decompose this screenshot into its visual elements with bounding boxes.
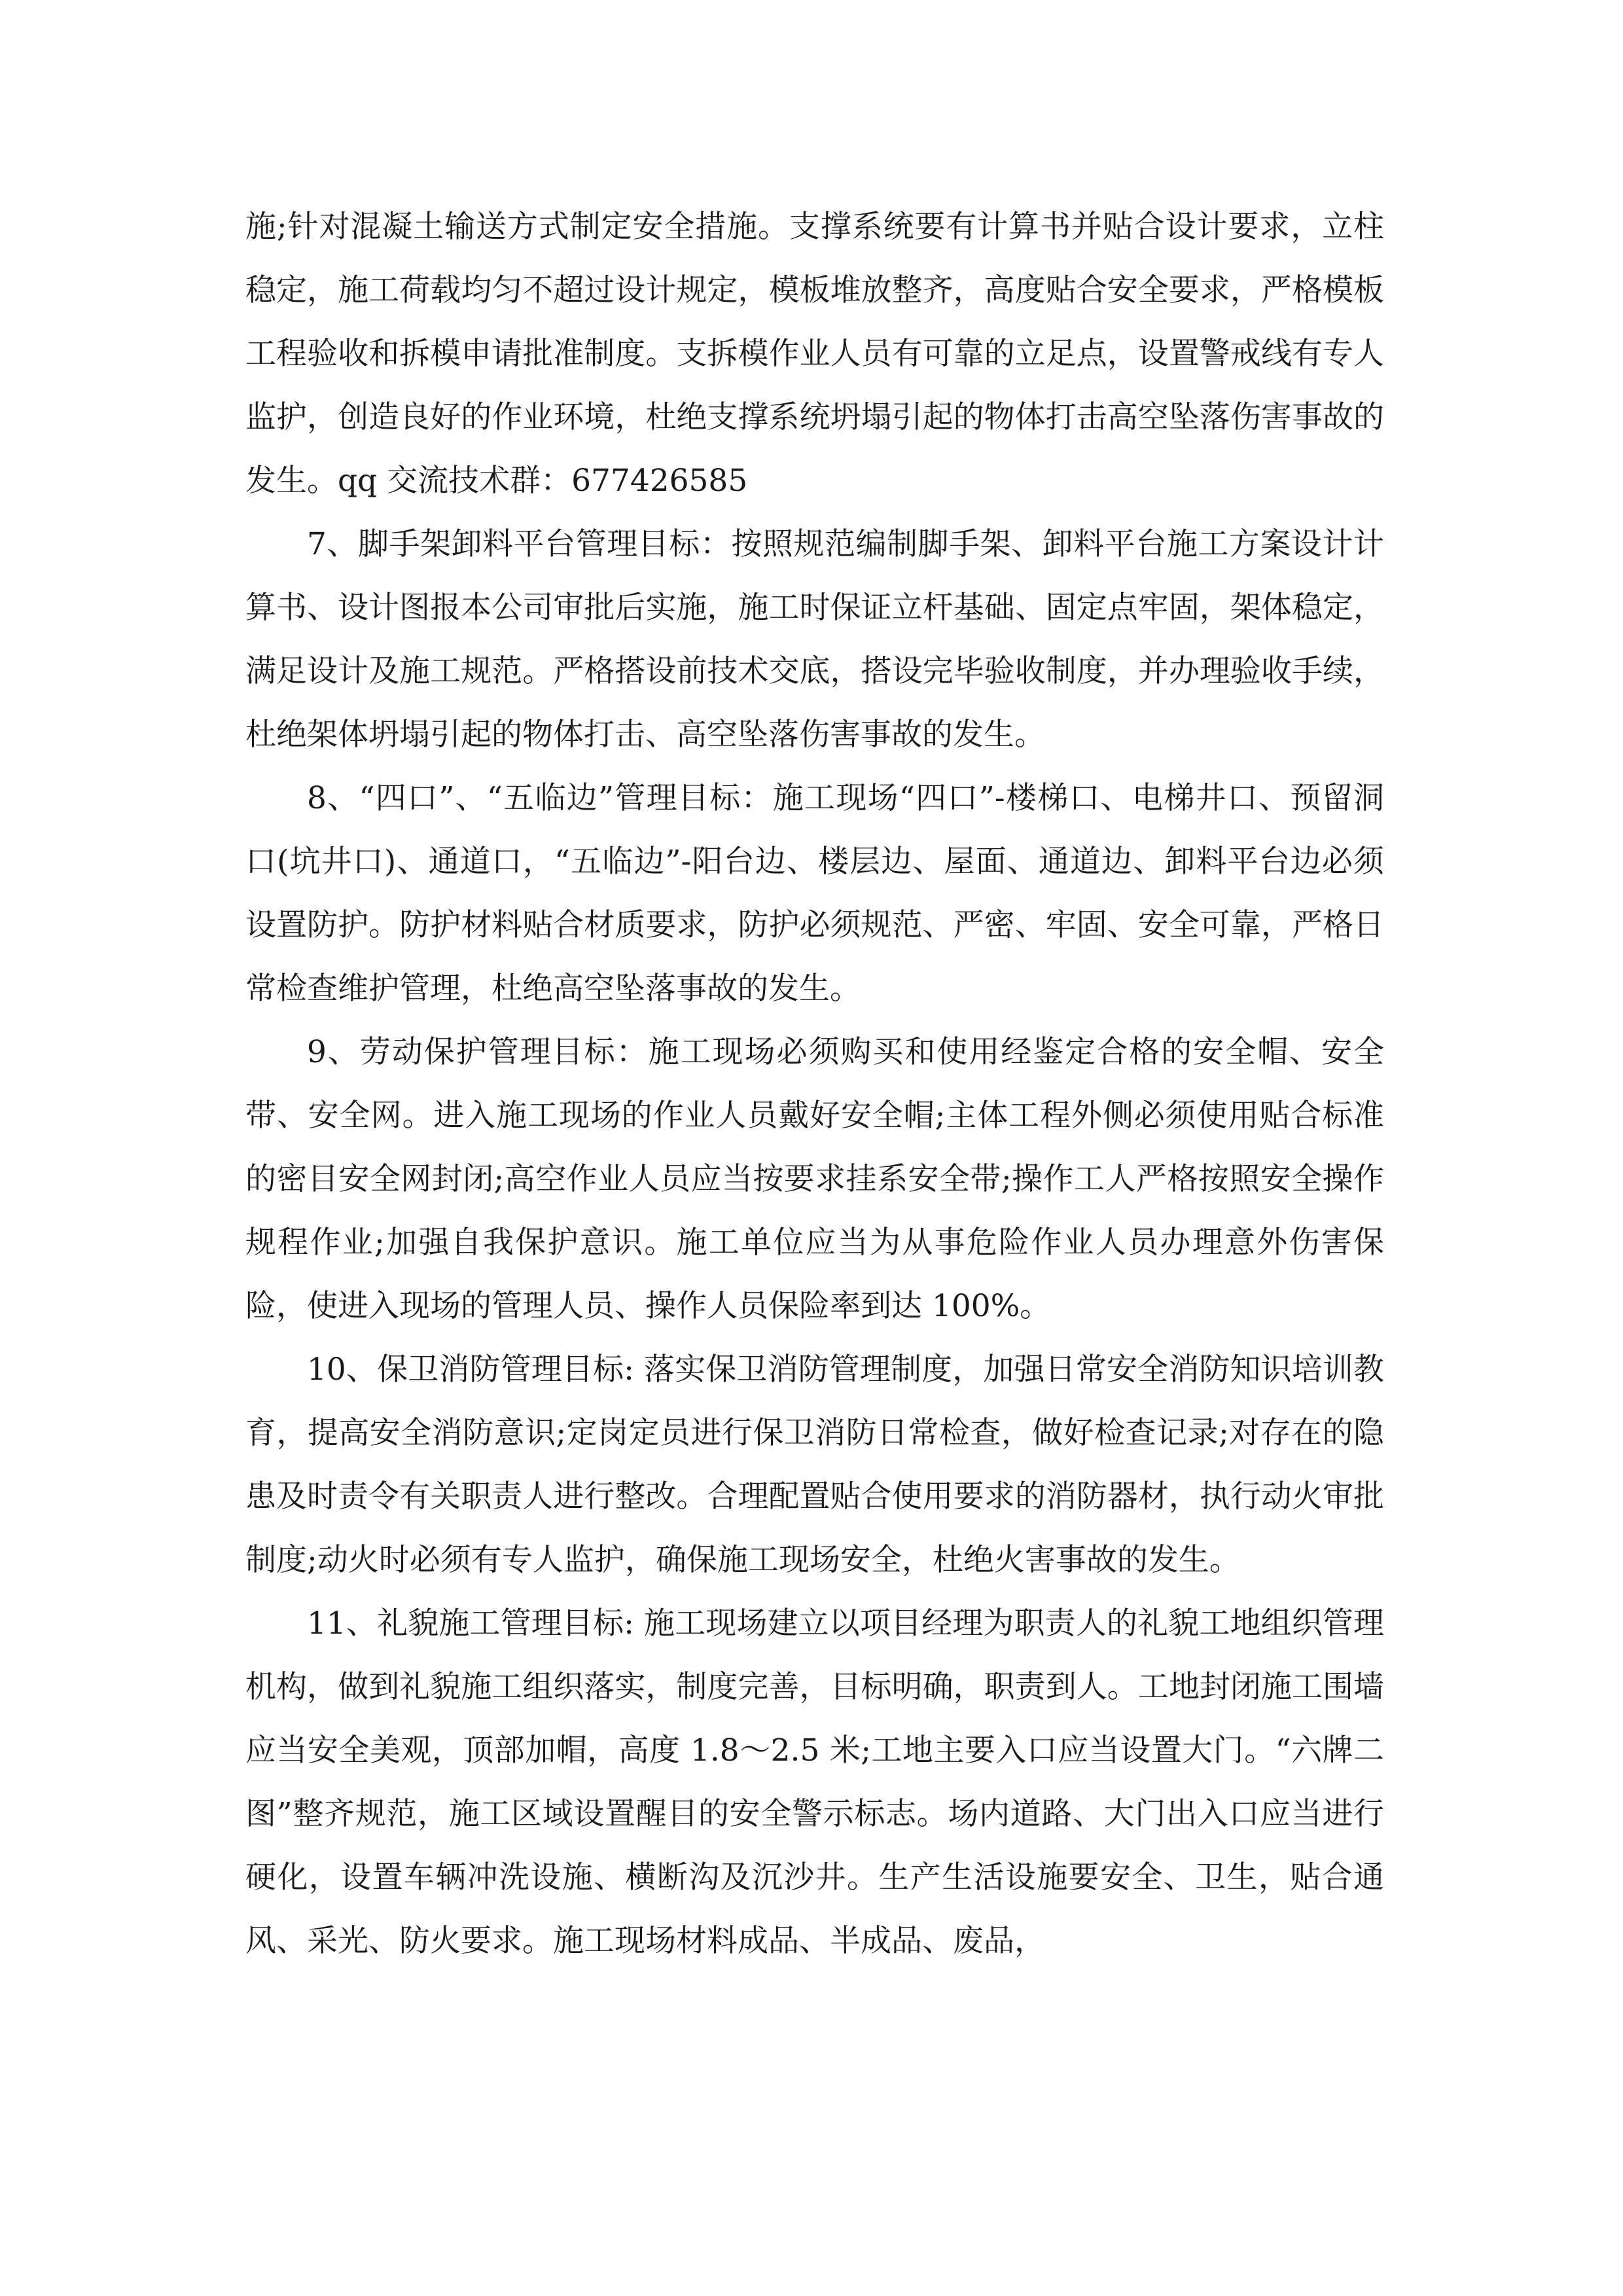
paragraph-labor-protection: 9、劳动保护管理目标：施工现场必须购买和使用经鉴定合格的安全帽、安全带、安全网。进入施工现场的作业人员戴好安全帽;主体工程外侧必须使用贴合标准的密目安全网封闭;高空作业人员应当按要求挂系安全带;操作工人严格按照安全操作规程作业;加强自我保护意识。施工单位应当为从事危险作业人员办理意外伤害保险，使进入现场的管理人员、操作人员保险率到达 100%。 [245, 1034, 1384, 1324]
paragraph-security-fire: 10、保卫消防管理目标: 落实保卫消防管理制度，加强日常安全消防知识培训教育，提高安全消防意识;定岗定员进行保卫消防日常检查，做好检查记录;对存在的隐患及时责令有关职责人进行整改。合理配置贴合使用要求的消防器材，执行动火审批制度;动火时必须有专人监护，确保施工现场安全，杜绝火害事故的发生。 [245, 1352, 1384, 1578]
paragraph-formwork-continued: 施;针对混凝土输送方式制定安全措施。支撑系统要有计算书并贴合设计要求，立柱稳定，施工荷载均匀不超过设计规定，模板堆放整齐，高度贴合安全要求，严格模板工程验收和拆模申请批准制度。支拆模作业人员有可靠的立足点，设置警戒线有专人监护，创造良好的作业环境，杜绝支撑系统坍塌引起的物体打击高空坠落伤害事故的发生。qq 交流技术群：677426585 [245, 209, 1384, 499]
paragraph-civilized-construction: 11、礼貌施工管理目标: 施工现场建立以项目经理为职责人的礼貌工地组织管理机构，做到礼貌施工组织落实，制度完善，目标明确，职责到人。工地封闭施工围墙应当安全美观，顶部加帽，高度 1.8～2.5 米;工地主要入口应当设置大门。“六牌二图”整齐规范，施工区域设置醒目的安全警示标志。场内道路、大门出入口应当进行硬化，设置车辆冲洗设施、横断沟及沉沙井。生产生活设施要安全、卫生，贴合通风、采光、防火要求。施工现场材料成品、半成品、废品， [245, 1605, 1384, 1959]
paragraph-openings-edges: 8、“四口”、“五临边”管理目标：施工现场“四口”-楼梯口、电梯井口、预留洞口(坑井口)、通道口，“五临边”-阳台边、楼层边、屋面、通道边、卸料平台边必须设置防护。防护材料贴合材质要求，防护必须规范、严密、牢固、安全可靠，严格日常检查维护管理，杜绝高空坠落事故的发生。 [245, 780, 1384, 1007]
document-body [245, 195, 1384, 1973]
paragraph-scaffold-platform: 7、脚手架卸料平台管理目标：按照规范编制脚手架、卸料平台施工方案设计计算书、设计图报本公司审批后实施，施工时保证立杆基础、固定点牢固，架体稳定，满足设计及施工规范。严格搭设前技术交底，搭设完毕验收制度，并办理验收手续，杜绝架体坍塌引起的物体打击、高空坠落伤害事故的发生。 [245, 526, 1384, 753]
